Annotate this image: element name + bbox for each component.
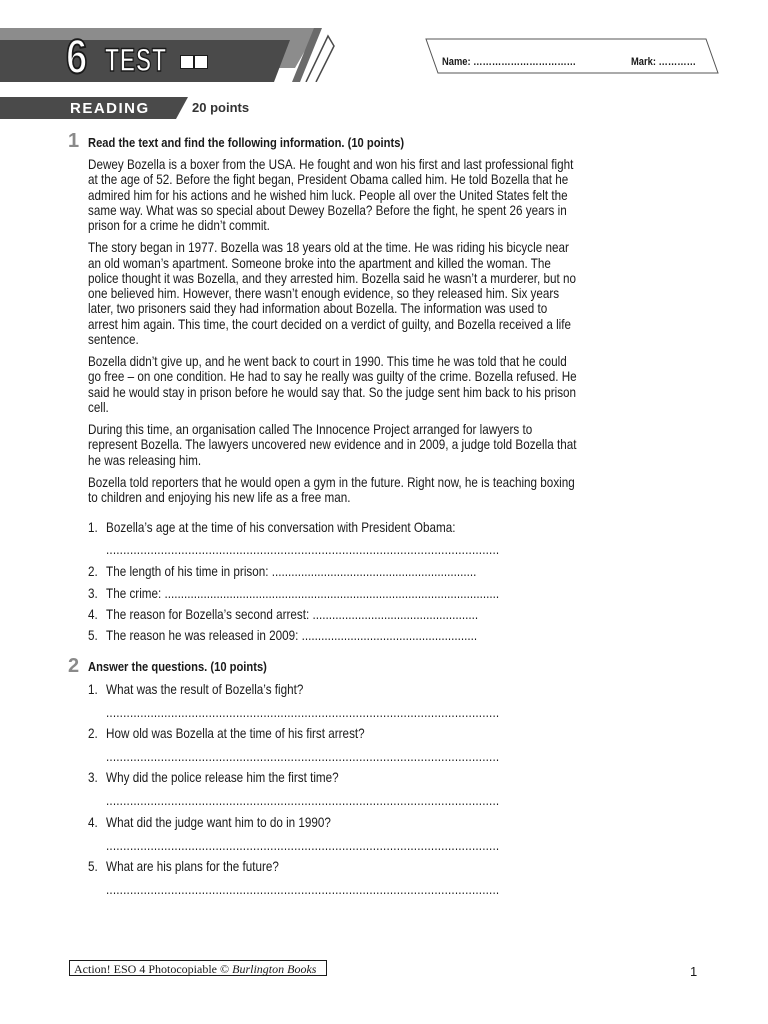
- banner-shape: [0, 28, 340, 82]
- question-item: 2. The length of his time in prison: ...............................................................: [88, 564, 477, 579]
- level-square-icon: [180, 55, 194, 69]
- passage-paragraph: Bozella didn’t give up, and he went back to court in 1990. This time he was told that he could go free – on one condition. He had to say he really was guilty of the crime. Bozella refused. He said he would stay in prison before he would say that. So the judge sent him back to his prison cell.: [88, 354, 577, 416]
- exercise-number: 2: [68, 655, 80, 677]
- publisher-brand: Burlington Books: [232, 962, 317, 976]
- passage-paragraph: During this time, an organisation called The Innocence Project arranged for lawyers to represent Bozella. The lawyers uncovered new evidence and in 2009, a judge told Bozella that he was releasing him.: [88, 422, 577, 468]
- test-banner: [0, 28, 340, 82]
- level-square-icon: [194, 55, 208, 69]
- question-item: 2. How old was Bozella at the time of his first arrest?: [88, 726, 365, 741]
- question-item: 5. The reason he was released in 2009: ......................................................: [88, 628, 478, 643]
- answer-line[interactable]: ...................................................................................................................: [106, 542, 500, 557]
- question-item: 3. The crime: .......................................................................................................: [88, 586, 500, 601]
- question-item: 5. What are his plans for the future?: [88, 859, 279, 874]
- question-item: 4. What did the judge want him to do in 1990?: [88, 815, 331, 830]
- question-item: 1. What was the result of Bozella’s fight?: [88, 682, 304, 697]
- copyright-footer: Action! ESO 4 Photocopiable © Burlington Books: [69, 960, 327, 976]
- section-points: 20 points: [192, 100, 250, 115]
- page-number: 1: [690, 964, 698, 979]
- answer-line[interactable]: ...................................................................................................................: [106, 882, 500, 897]
- exercise-instruction: Read the text and find the following information. (10 points): [88, 135, 405, 150]
- passage-paragraph: Dewey Bozella is a boxer from the USA. He fought and won his first and last professional fight at the age of 52. Before the fight began, President Obama called him. He told Bozella that he admired him for his actions and he wished him luck. People all over the United States felt the same way. What was so special about Dewey Bozella? Before the fight, he spent 26 years in prison for a crime he didn’t commit.: [88, 157, 574, 234]
- test-label: TEST: [105, 42, 167, 78]
- passage-paragraph: The story began in 1977. Bozella was 18 years old at the time. He was riding his bicycle near an old woman’s apartment. Someone broke into the apartment and killed the woman. The police thought it was Bozella, and they arrested him. Bozella said he wasn’t a murderer, but no one believed him. However, there wasn’t enough evidence, so they released him. Six years later, two prisoners said they had information about Bozella. The information was used to arrest him again. This time, the court decided on a verdict of guilty, and Bozella received a life sentence.: [88, 240, 577, 348]
- mark-field[interactable]: Mark: …………: [631, 56, 696, 68]
- name-mark-box: [424, 38, 720, 74]
- passage-paragraph: Bozella told reporters that he would open a gym in the future. Right now, he is teaching boxing to children and enjoying his new life as a free man.: [88, 474, 575, 506]
- answer-line[interactable]: ...................................................................................................................: [106, 705, 500, 720]
- question-item: 1. Bozella’s age at the time of his conversation with President Obama:: [88, 520, 456, 535]
- answer-line[interactable]: ...................................................................................................................: [106, 838, 500, 853]
- question-item: 3. Why did the police release him the first time?: [88, 770, 339, 785]
- exercise-number: 1: [68, 130, 80, 152]
- answer-line[interactable]: ...................................................................................................................: [106, 793, 500, 808]
- reading-passage: [88, 157, 578, 512]
- exercise-instruction: Answer the questions. (10 points): [88, 659, 267, 674]
- unit-number: 6: [66, 31, 88, 84]
- answer-line[interactable]: ...................................................................................................................: [106, 749, 500, 764]
- question-item: 4. The reason for Bozella’s second arrest: ...................................................: [88, 607, 479, 622]
- name-field[interactable]: Name: ……………………………: [442, 56, 577, 68]
- section-title: READING: [70, 100, 150, 117]
